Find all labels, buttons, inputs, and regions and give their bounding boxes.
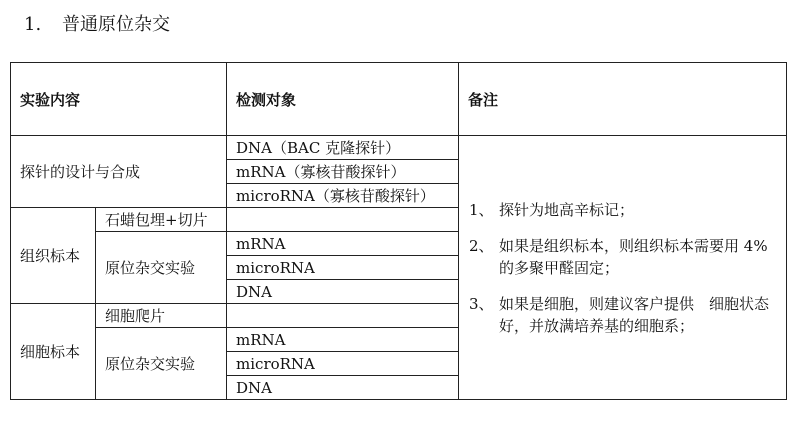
cell-target-dna: DNA (227, 376, 459, 400)
note-text: 探针为地高辛标记； (499, 200, 635, 219)
header-notes: 备注 (459, 63, 787, 136)
notes-cell (459, 136, 787, 400)
table-row (11, 136, 787, 160)
tissue-target-dna: DNA (227, 280, 459, 304)
note-text: 如果是组织标本，则组织标本需要用 4%的多聚甲醛固定； (499, 236, 768, 277)
tissue-paraffin-label: 石蜡包埋+切片 (96, 208, 227, 232)
tissue-paraffin-target (227, 208, 459, 232)
cell-target-microrna: microRNA (227, 352, 459, 376)
tissue-target-microrna: microRNA (227, 256, 459, 280)
header-target: 检测对象 (227, 63, 459, 136)
probe-target-microrna: microRNA（寡核苷酸探针） (227, 184, 459, 208)
cell-slide-target (227, 304, 459, 328)
section-heading (24, 12, 170, 38)
note-item (469, 235, 778, 279)
probe-target-mrna: mRNA（寡核苷酸探针） (227, 160, 459, 184)
tissue-sample-label: 组织标本 (11, 208, 96, 304)
note-index: 1、 (469, 200, 494, 219)
note-text: 如果是细胞，则建议客户提供 细胞状态好，并放满培养基的细胞系； (499, 294, 770, 335)
probe-design-label: 探针的设计与合成 (11, 136, 227, 208)
note-item (469, 293, 778, 337)
cell-sample-label: 细胞标本 (11, 304, 96, 400)
experiment-table (10, 62, 787, 400)
section-number: 1. (24, 14, 42, 35)
cell-ish-label: 原位杂交实验 (96, 328, 227, 400)
table-header-row (11, 63, 787, 136)
cell-slide-label: 细胞爬片 (96, 304, 227, 328)
tissue-target-mrna: mRNA (227, 232, 459, 256)
tissue-ish-label: 原位杂交实验 (96, 232, 227, 304)
note-item (469, 199, 778, 221)
note-index: 3、 (469, 294, 494, 313)
cell-target-mrna: mRNA (227, 328, 459, 352)
probe-target-dna: DNA（BAC 克隆探针） (227, 136, 459, 160)
section-title: 普通原位杂交 (62, 14, 170, 35)
note-index: 2、 (469, 236, 494, 255)
header-content: 实验内容 (11, 63, 227, 136)
